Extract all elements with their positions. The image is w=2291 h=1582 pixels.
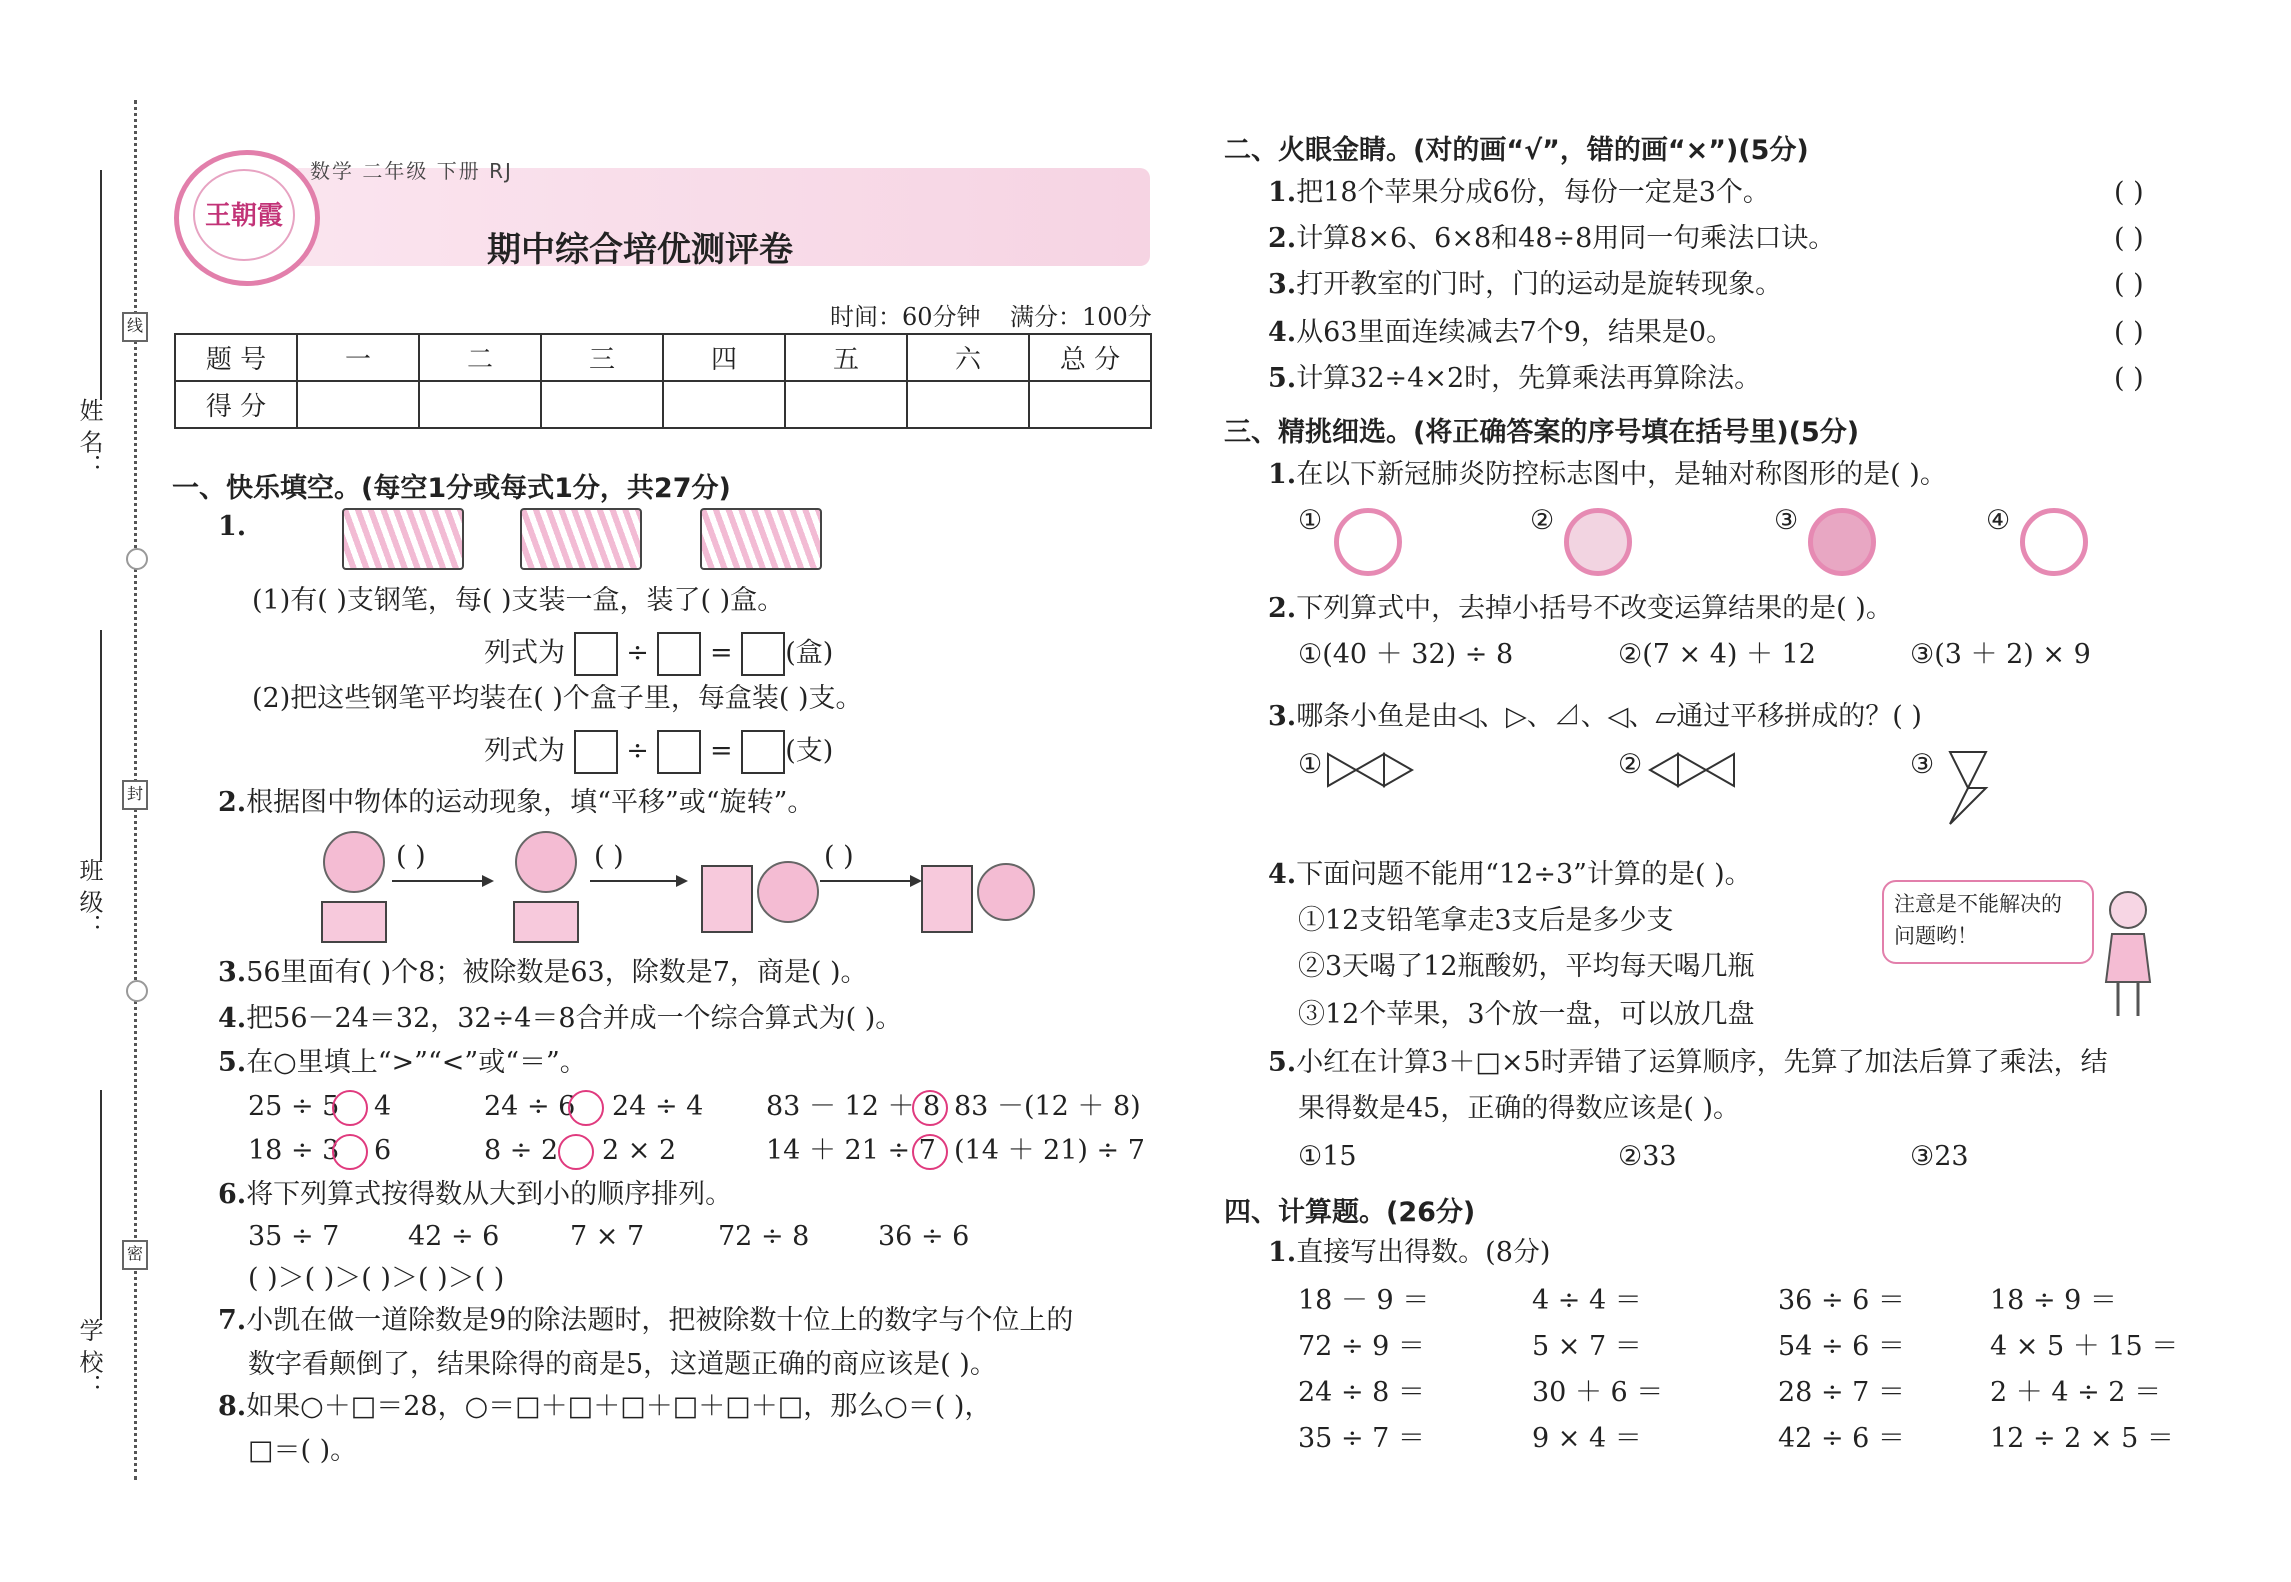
table-row	[175, 381, 1151, 428]
q1-part2: (2)把这些钢笔平均装在( )个盒子里，每盒装( )支。	[252, 683, 863, 714]
unit-label: (支)	[785, 735, 834, 767]
table-cell: 总 分	[1029, 334, 1151, 381]
flower-pot-tipped-icon	[702, 862, 818, 932]
q-number: 1.	[1268, 459, 1297, 490]
q7-line1	[218, 1304, 1073, 1338]
q1-part1: (1)有( )支钢笔，每( )支装一盒，装了( )盒。	[252, 585, 785, 616]
judge-blank[interactable]: ( )	[2114, 269, 2144, 300]
calc-item[interactable]: 9 × 4 ＝	[1532, 1423, 1642, 1454]
compare-circle[interactable]	[912, 1134, 948, 1170]
logo-text: 王朝霞	[193, 169, 295, 261]
q-number: 4.	[1268, 859, 1297, 890]
calc-item[interactable]: 12 ÷ 2 × 5 ＝	[1990, 1423, 2174, 1454]
q7-number: 7.	[218, 1305, 247, 1336]
q-text: 在以下新冠肺炎防控标志图中，是轴对称图形的是( )。	[1296, 459, 1947, 490]
s3-q5-line2: 果得数是45，正确的得数应该是( )。	[1298, 1093, 1741, 1124]
q6-expr: 42 ÷ 6	[408, 1221, 500, 1252]
q6-number: 6.	[218, 1179, 247, 1210]
flower-pot-icon	[322, 832, 386, 942]
arrow-icon	[820, 880, 920, 882]
seal-feng: 封	[122, 780, 148, 810]
compare-left: 18 ÷ 3	[248, 1135, 340, 1166]
compare-right: 83 －(12 ＋ 8)	[954, 1091, 1141, 1122]
score-cell[interactable]	[907, 381, 1029, 428]
answer-box[interactable]	[657, 730, 701, 774]
score-cell[interactable]	[419, 381, 541, 428]
seal-mi: 密	[122, 1240, 148, 1270]
q1-number: 1.	[218, 511, 247, 542]
unit-label: (盒)	[785, 637, 834, 669]
compare-left: 83 － 12 ＋ 8	[766, 1091, 941, 1122]
q6-expr: 72 ÷ 8	[718, 1221, 810, 1252]
score-table	[174, 333, 1152, 429]
compare-right: (14 ＋ 21) ÷ 7	[954, 1135, 1145, 1166]
q3-number: 3.	[218, 957, 247, 988]
school-label: 学 校：	[75, 1318, 103, 1398]
name-label: 姓 名：	[75, 398, 103, 478]
option-marker[interactable]: ②	[1618, 749, 1643, 780]
compare-circle[interactable]	[332, 1090, 368, 1126]
calc-item[interactable]: 42 ÷ 6 ＝	[1778, 1423, 1905, 1454]
option[interactable]: ②33	[1618, 1141, 1677, 1172]
q3-text	[218, 956, 868, 990]
calc-item[interactable]: 35 ÷ 7 ＝	[1298, 1423, 1425, 1454]
compare-right: 6	[374, 1135, 392, 1166]
q7-line2: 数字看颠倒了，结果除得的商是5，这道题正确的商应该是( )。	[248, 1349, 997, 1380]
s4-q1	[1268, 1236, 1550, 1270]
option-marker[interactable]: ③	[1910, 749, 1935, 780]
option-marker[interactable]: ①	[1298, 505, 1323, 536]
q6-question: 将下列算式按得数从大到小的顺序排列。	[246, 1179, 733, 1210]
q3-question: 56里面有( )个8；被除数是63，除数是7，商是( )。	[246, 957, 868, 988]
s3-q4	[1268, 858, 1752, 892]
s2-item	[1268, 316, 1733, 350]
s3-q5-line1	[1268, 1046, 2108, 1080]
calc-item[interactable]: 30 ＋ 6 ＝	[1532, 1377, 1664, 1408]
q-text: 直接写出得数。(8分)	[1296, 1237, 1551, 1268]
table-cell: 五	[785, 334, 907, 381]
option[interactable]: ②(7 × 4) ＋ 12	[1618, 639, 1816, 670]
calc-item[interactable]: 54 ÷ 6 ＝	[1778, 1331, 1905, 1362]
item-number: 2.	[1268, 223, 1297, 254]
fish-shape-icon	[1326, 750, 1416, 790]
option-marker[interactable]: ②	[1530, 505, 1555, 536]
q7-question: 小凯在做一道除数是9的除法题时，把被除数十位上的数字与个位上的	[246, 1305, 1074, 1336]
q-number: 5.	[1268, 1047, 1297, 1078]
q5-number: 5.	[218, 1047, 247, 1078]
time-label: 时间：60分钟	[830, 303, 981, 331]
table-cell: 三	[541, 334, 663, 381]
calc-item[interactable]: 18 ÷ 9 ＝	[1990, 1285, 2117, 1316]
score-cell[interactable]	[1029, 381, 1151, 428]
calc-item[interactable]: 2 ＋ 4 ÷ 2 ＝	[1990, 1377, 2162, 1408]
q8-number: 8.	[218, 1391, 247, 1422]
calc-item[interactable]: 18 － 9 ＝	[1298, 1285, 1430, 1316]
s2-item	[1268, 222, 1835, 256]
fish-shape-icon	[1946, 748, 1996, 838]
q4-question: 把56－24＝32，32÷4＝8合并成一个综合算式为( )。	[246, 1003, 903, 1034]
calc-item[interactable]: 72 ÷ 9 ＝	[1298, 1331, 1425, 1362]
answer-box[interactable]	[574, 632, 618, 676]
score-cell[interactable]	[663, 381, 785, 428]
compare-left: 25 ÷ 5	[248, 1091, 340, 1122]
calc-item[interactable]: 24 ÷ 8 ＝	[1298, 1377, 1425, 1408]
table-cell: 得 分	[175, 381, 297, 428]
item-number: 4.	[1268, 317, 1297, 348]
calc-item[interactable]: 4 ÷ 4 ＝	[1532, 1285, 1642, 1316]
divide-sign: ÷	[626, 637, 649, 669]
item-text: 计算8×6、6×8和48÷8用同一句乘法口诀。	[1296, 223, 1836, 254]
q-text: 下面问题不能用“12÷3”计算的是( )。	[1296, 859, 1752, 890]
q-text: 小红在计算3＋□×5时弄错了运算顺序，先算了加法后算了乘法，结	[1296, 1047, 2108, 1078]
q6-order-blanks[interactable]: ( )＞( )＞( )＞( )＞( )	[248, 1263, 505, 1294]
item-text: 计算32÷4×2时，先算乘法再算除法。	[1296, 363, 1762, 394]
q8-line1	[218, 1390, 991, 1424]
item-number: 3.	[1268, 269, 1297, 300]
hint-bubble: 注意是不能解决的问题哟！	[1882, 880, 2094, 964]
answer-box[interactable]	[657, 632, 701, 676]
judge-blank[interactable]: ( )	[2114, 177, 2144, 208]
arrow-icon	[392, 880, 492, 882]
calc-item[interactable]: 4 × 5 ＋ 15 ＝	[1990, 1331, 2179, 1362]
q4-text	[218, 1002, 902, 1036]
q-number: 2.	[1268, 593, 1297, 624]
arrow-icon	[590, 880, 686, 882]
option[interactable]: ③(3 ＋ 2) × 9	[1910, 639, 2091, 670]
s3-q3	[1268, 700, 1922, 734]
option[interactable]: ①(40 ＋ 32) ÷ 8	[1298, 639, 1514, 670]
q5-text	[218, 1046, 587, 1080]
medical-cross-icon	[1334, 508, 1402, 576]
equals-sign: =	[710, 637, 733, 669]
binding-hole-icon	[126, 548, 148, 570]
option-marker[interactable]: ③	[1774, 505, 1799, 536]
option[interactable]: ①12支铅笔拿走3支后是多少支	[1298, 905, 1674, 936]
q6-expr: 7 × 7	[570, 1221, 645, 1252]
full-score-label: 满分：100分	[1010, 303, 1152, 331]
q6-expr: 35 ÷ 7	[248, 1221, 340, 1252]
section-4-heading: 四、计算题。(26分)	[1224, 1197, 1476, 1228]
table-cell: 题 号	[175, 334, 297, 381]
subject-line: 数学 二年级 下册 RJ	[310, 159, 513, 183]
q2-blank[interactable]: ( )	[824, 841, 854, 872]
q6-text	[218, 1178, 732, 1212]
q-text: 哪条小鱼是由◁、▷、⊿、◁、▱通过平移拼成的？( )	[1296, 701, 1922, 732]
girl-illustration	[2098, 886, 2156, 1026]
brand-logo	[174, 150, 320, 286]
class-label: 班 级：	[75, 858, 103, 938]
calc-item[interactable]: 28 ÷ 7 ＝	[1778, 1377, 1905, 1408]
table-cell: 六	[907, 334, 1029, 381]
q2-question: 根据图中物体的运动现象，填“平移”或“旋转”。	[246, 787, 815, 818]
score-cell[interactable]	[297, 381, 419, 428]
q1-formula-1	[484, 632, 833, 676]
s3-q1	[1268, 458, 1947, 492]
section-2-heading: 二、火眼金睛。(对的画“√”，错的画“×”)(5分)	[1224, 135, 1809, 166]
compare-left: 8 ÷ 2	[484, 1135, 559, 1166]
compare-circle[interactable]	[568, 1090, 604, 1126]
q1-formula-2	[484, 730, 833, 774]
compare-circle[interactable]	[912, 1090, 948, 1126]
score-cell[interactable]	[785, 381, 907, 428]
option[interactable]: ②3天喝了12瓶酸奶，平均每天喝几瓶	[1298, 951, 1755, 982]
compare-circle[interactable]	[332, 1134, 368, 1170]
flower-pot-tipped-icon	[922, 864, 1034, 932]
name-underline	[100, 170, 102, 400]
no-spitting-icon	[1564, 508, 1632, 576]
q2-text	[218, 786, 814, 820]
calc-item[interactable]: 5 × 7 ＝	[1532, 1331, 1642, 1362]
option[interactable]: ③12个苹果，3个放一盘，可以放几盘	[1298, 999, 1755, 1030]
binding-hole-icon	[126, 980, 148, 1002]
q2-number: 2.	[218, 787, 247, 818]
judge-blank[interactable]: ( )	[2114, 223, 2144, 254]
section-1-heading: 一、快乐填空。(每空1分或每式1分，共27分)	[172, 473, 731, 504]
answer-box[interactable]	[574, 730, 618, 774]
table-cell: 一	[297, 334, 419, 381]
q6-expr: 36 ÷ 6	[878, 1221, 970, 1252]
option-marker[interactable]: ①	[1298, 749, 1323, 780]
compare-left: 24 ÷ 6	[484, 1091, 576, 1122]
school-underline	[100, 1090, 102, 1320]
compare-circle[interactable]	[558, 1134, 594, 1170]
page-title: 期中综合培优测评卷	[487, 230, 793, 270]
q5-question: 在○里填上“>”“<”或“＝”。	[246, 1047, 587, 1078]
s3-q2	[1268, 592, 1893, 626]
pencil-box-icon	[342, 508, 464, 570]
calc-item[interactable]: 36 ÷ 6 ＝	[1778, 1285, 1905, 1316]
divide-sign: ÷	[626, 735, 649, 767]
q8-line2: □＝( )。	[248, 1435, 358, 1466]
item-text: 把18个苹果分成6份，每份一定是3个。	[1296, 177, 1770, 208]
option-marker[interactable]: ④	[1986, 505, 2011, 536]
q2-blank[interactable]: ( )	[594, 841, 624, 872]
s2-item	[1268, 362, 1761, 396]
no-gathering-icon	[1808, 508, 1876, 576]
s2-item	[1268, 268, 1782, 302]
table-cell: 二	[419, 334, 541, 381]
score-cell[interactable]	[541, 381, 663, 428]
section-3-heading: 三、精挑细选。(将正确答案的序号填在括号里)(5分)	[1224, 417, 1860, 448]
q-text: 下列算式中，去掉小括号不改变运算结果的是( )。	[1296, 593, 1893, 624]
table-row	[175, 334, 1151, 381]
q8-question: 如果○＋□＝28，○＝□＋□＋□＋□＋□＋□，那么○＝( )，	[246, 1391, 992, 1422]
option[interactable]: ③23	[1910, 1141, 1969, 1172]
hand-wash-icon	[2020, 508, 2088, 576]
item-number: 1.	[1268, 177, 1297, 208]
item-text: 打开教室的门时，门的运动是旋转现象。	[1296, 269, 1783, 300]
fish-shape-icon	[1648, 750, 1738, 790]
judge-blank[interactable]: ( )	[2114, 317, 2144, 348]
compare-right: 2 × 2	[602, 1135, 677, 1166]
s2-item	[1268, 176, 1770, 210]
pencil-box-icon	[700, 508, 822, 570]
compare-right: 24 ÷ 4	[612, 1091, 704, 1122]
item-text: 从63里面连续减去7个9，结果是0。	[1296, 317, 1734, 348]
judge-blank[interactable]: ( )	[2114, 363, 2144, 394]
item-number: 5.	[1268, 363, 1297, 394]
formula-label: 列式为	[484, 735, 565, 767]
compare-right: 4	[374, 1091, 392, 1122]
option[interactable]: ①15	[1298, 1141, 1357, 1172]
q-number: 3.	[1268, 701, 1297, 732]
formula-label: 列式为	[484, 637, 565, 669]
q4-number: 4.	[218, 1003, 247, 1034]
table-cell: 四	[663, 334, 785, 381]
answer-box[interactable]	[741, 632, 785, 676]
flower-pot-icon	[514, 832, 578, 942]
answer-box[interactable]	[741, 730, 785, 774]
equals-sign: =	[710, 735, 733, 767]
q2-blank[interactable]: ( )	[396, 841, 426, 872]
q-number: 1.	[1268, 1237, 1297, 1268]
compare-left: 14 ＋ 21 ÷ 7	[766, 1135, 936, 1166]
pencil-box-icon	[520, 508, 642, 570]
seal-xian: 线	[122, 312, 148, 342]
class-underline	[100, 630, 102, 860]
